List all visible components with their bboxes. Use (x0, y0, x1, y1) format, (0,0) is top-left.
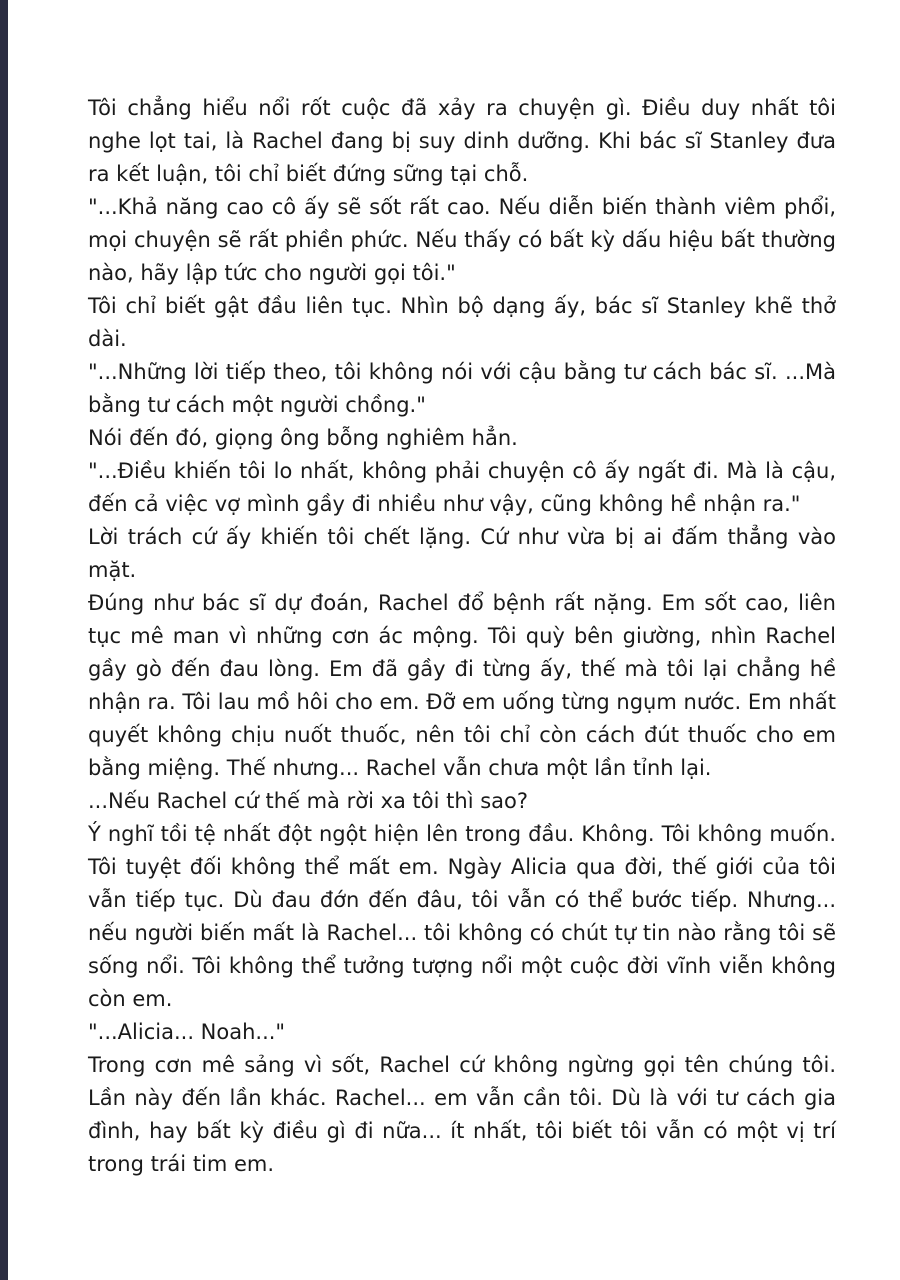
paragraph-6: "...Điều khiến tôi lo nhất, không phải chuyện cô ấy ngất đi. Mà là cậu, đến cả việc vợ mình gầy đi nhiều như vậy, cũng không hề nhận ra." (88, 459, 836, 516)
story-text-body (88, 92, 836, 1181)
paragraph-4: "...Những lời tiếp theo, tôi không nói với cậu bằng tư cách bác sĩ. ...Mà bằng tư cách một người chồng." (88, 360, 836, 417)
paragraph-10: Ý nghĩ tồi tệ nhất đột ngột hiện lên trong đầu. Không. Tôi không muốn. Tôi tuyệt đối không thể mất em. Ngày Alicia qua đời, thế giới của tôi vẫn tiếp tục. Dù đau đớn đến đâu, tôi vẫn có thể bước tiếp. Nhưng... nếu người biến mất là Rachel... tôi không có chút tự tin nào rằng tôi sẽ sống nổi. Tôi không thể tưởng tượng nổi một cuộc đời vĩnh viễn không còn em. (88, 822, 836, 1011)
paragraph-9: ...Nếu Rachel cứ thế mà rời xa tôi thì sao? (88, 789, 529, 813)
paragraph-3: Tôi chỉ biết gật đầu liên tục. Nhìn bộ dạng ấy, bác sĩ Stanley khẽ thở dài. (88, 294, 836, 351)
paragraph-8: Đúng như bác sĩ dự đoán, Rachel đổ bệnh rất nặng. Em sốt cao, liên tục mê man vì những cơn ác mộng. Tôi quỳ bên giường, nhìn Rachel gầy gò đến đau lòng. Em đã gầy đi từng ấy, thế mà tôi lại chẳng hề nhận ra. Tôi lau mồ hôi cho em. Đỡ em uống từng ngụm nước. Em nhất quyết không chịu nuốt thuốc, nên tôi chỉ còn cách đút thuốc cho em bằng miệng. Thế nhưng... Rachel vẫn chưa một lần tỉnh lại. (88, 591, 836, 780)
paragraph-5: Nói đến đó, giọng ông bỗng nghiêm hẳn. (88, 426, 518, 450)
paragraph-7: Lời trách cứ ấy khiến tôi chết lặng. Cứ như vừa bị ai đấm thẳng vào mặt. (88, 525, 836, 582)
paragraph-1: Tôi chẳng hiểu nổi rốt cuộc đã xảy ra chuyện gì. Điều duy nhất tôi nghe lọt tai, là Rachel đang bị suy dinh dưỡng. Khi bác sĩ Stanley đưa ra kết luận, tôi chỉ biết đứng sững tại chỗ. (88, 96, 836, 186)
paragraph-2: "...Khả năng cao cô ấy sẽ sốt rất cao. Nếu diễn biến thành viêm phổi, mọi chuyện sẽ rất phiền phức. Nếu thấy có bất kỳ dấu hiệu bất thường nào, hãy lập tức cho người gọi tôi." (88, 195, 836, 285)
page-edge-divider (0, 0, 8, 1280)
paragraph-12: Trong cơn mê sảng vì sốt, Rachel cứ không ngừng gọi tên chúng tôi. Lần này đến lần khác. Rachel... em vẫn cần tôi. Dù là với tư cách gia đình, hay bất kỳ điều gì đi nữa... ít nhất, tôi biết tôi vẫn có một vị trí trong trái tim em. (88, 1053, 836, 1176)
paragraph-11: "...Alicia... Noah..." (88, 1020, 286, 1044)
